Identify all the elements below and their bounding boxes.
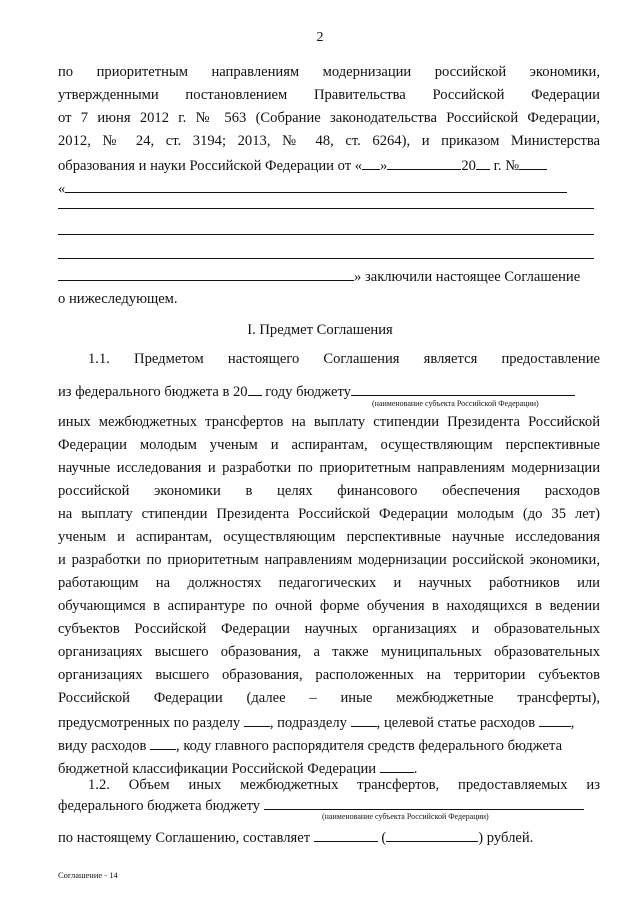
section-text: предусмотренных по разделу — [58, 715, 241, 731]
item11-body-8: работающим на должностях педагогических и научных работников или — [58, 575, 600, 591]
item12-budget-text: федерального бюджета бюджету — [58, 798, 261, 814]
order-year-blank — [476, 155, 490, 170]
item11-codes-line: предусмотренных по разделу , подразделу , целевой статье расходов , — [58, 712, 600, 732]
budget-year-text: из федерального бюджета в 20 — [58, 384, 248, 400]
subject-caption-2: (наименование субъекта Российской Федерации) — [322, 812, 489, 821]
page-number: 2 — [316, 30, 324, 45]
kind-text: виду расходов — [58, 738, 147, 754]
target-article-text: , целевой статье расходов — [376, 715, 536, 731]
subject-blank-2 — [264, 795, 584, 810]
order-number-label: г. № — [493, 158, 520, 174]
item11-body-7: и разработки по приоритетным направлениям модернизации российской экономики, — [58, 552, 600, 568]
kind-rest-text: , коду главного распорядителя средств федерального бюджета — [176, 738, 563, 754]
order-quote-close: » — [380, 158, 388, 174]
amount-paren-open: ( — [381, 830, 387, 846]
quote-line — [58, 178, 600, 198]
blank-rule-4 — [58, 258, 594, 259]
amount-rubles-text: ) рублей. — [478, 830, 534, 846]
quote-blank-1 — [65, 178, 567, 193]
para1-line-3: от 7 июня 2012 г. № 563 (Собрание законодательства Российской Федерации, — [58, 110, 600, 126]
blank-rule-2 — [58, 208, 594, 209]
target-article-blank — [539, 712, 571, 727]
order-day-blank — [362, 155, 380, 170]
item11-line-1: 1.1. Предметом настоящего Соглашения является предоставление — [88, 351, 600, 367]
item12-line-3 — [58, 827, 600, 847]
amount-text: по настоящему Соглашению, составляет — [58, 830, 311, 846]
budget-to-text: году бюджету — [265, 384, 351, 400]
item11-body-2: Федерации молодым ученым и аспирантам, осуществляющим перспективные — [58, 437, 600, 453]
kind-blank — [150, 735, 176, 750]
item11-body-12: организациях высшего образования, расположенных на территории субъектов — [58, 667, 600, 683]
section-blank — [244, 712, 270, 727]
subject-blank-1 — [351, 381, 575, 396]
amount-words-blank — [386, 827, 478, 842]
item11-body-3: научные исследования и разработки по приоритетным направлениям модернизации — [58, 460, 600, 476]
para1-line-2: утвержденными постановлением Правительства Российской Федерации — [58, 87, 600, 103]
item11-classification-line: бюджетной классификации Российской Федерации . — [58, 758, 600, 778]
para1-line-1: по приоритетным направлениям модернизации российской экономики, — [58, 64, 600, 80]
para1-line-4: 2012, № 24, ст. 3194; 2013, № 48, ст. 6264), и приказом Министерства — [58, 133, 600, 149]
item11-kind-line — [58, 735, 600, 755]
item11-body-9: обучающимся в аспирантуре по очной форме обучения в находящихся в ведении — [58, 598, 600, 614]
quote-close-line — [58, 266, 600, 286]
order-month-blank — [387, 155, 461, 170]
amount-blank — [314, 827, 378, 842]
quote-blank-5 — [58, 266, 354, 281]
order-number-blank — [519, 155, 547, 170]
subsection-blank — [351, 712, 377, 727]
order-year-prefix: 20 — [461, 158, 476, 174]
budget-year-blank — [248, 381, 262, 396]
item11-body-10: субъектов Российской Федерации научных организациях и образовательных — [58, 621, 600, 637]
item11-line-2 — [58, 381, 600, 401]
quote-open: « — [58, 181, 66, 197]
item11-body-13: Российской Федерации (далее – иные межбюджетные трансферты), — [58, 690, 600, 706]
quote-close-text: » заключили настоящее Соглашение — [354, 269, 581, 285]
item12-line-1: 1.2. Объем иных межбюджетных трансфертов, предоставляемых из — [88, 777, 600, 793]
item11-body-5: на выплату стипендии Президента Российской Федерации молодым (до 35 лет) — [58, 506, 600, 522]
subject-caption-1: (наименование субъекта Российской Федерации) — [372, 399, 539, 408]
item11-body-1: иных межбюджетных трансфертов на выплату стипендии Президента Российской — [58, 414, 600, 430]
order-from-text: образования и науки Российской Федерации от « — [58, 158, 363, 174]
subsection-text: , подразделу — [269, 715, 347, 731]
item11-body-4: российской экономики в целях финансового обеспечения расходов — [58, 483, 600, 499]
para1-line-5 — [58, 155, 600, 175]
footer-label: Соглашение - 14 — [58, 870, 118, 880]
section-heading: I. Предмет Соглашения — [247, 322, 393, 338]
classification-text: бюджетной классификации Российской Федерации — [58, 761, 377, 777]
blank-rule-3 — [58, 234, 594, 235]
item11-body-6: ученым и аспирантам, осуществляющим перспективные научные исследования — [58, 529, 600, 545]
para1-end: о нижеследующем. — [58, 291, 178, 307]
classification-blank — [380, 758, 414, 773]
item11-body-11: организациях высшего образования, а также муниципальных образовательных — [58, 644, 600, 660]
